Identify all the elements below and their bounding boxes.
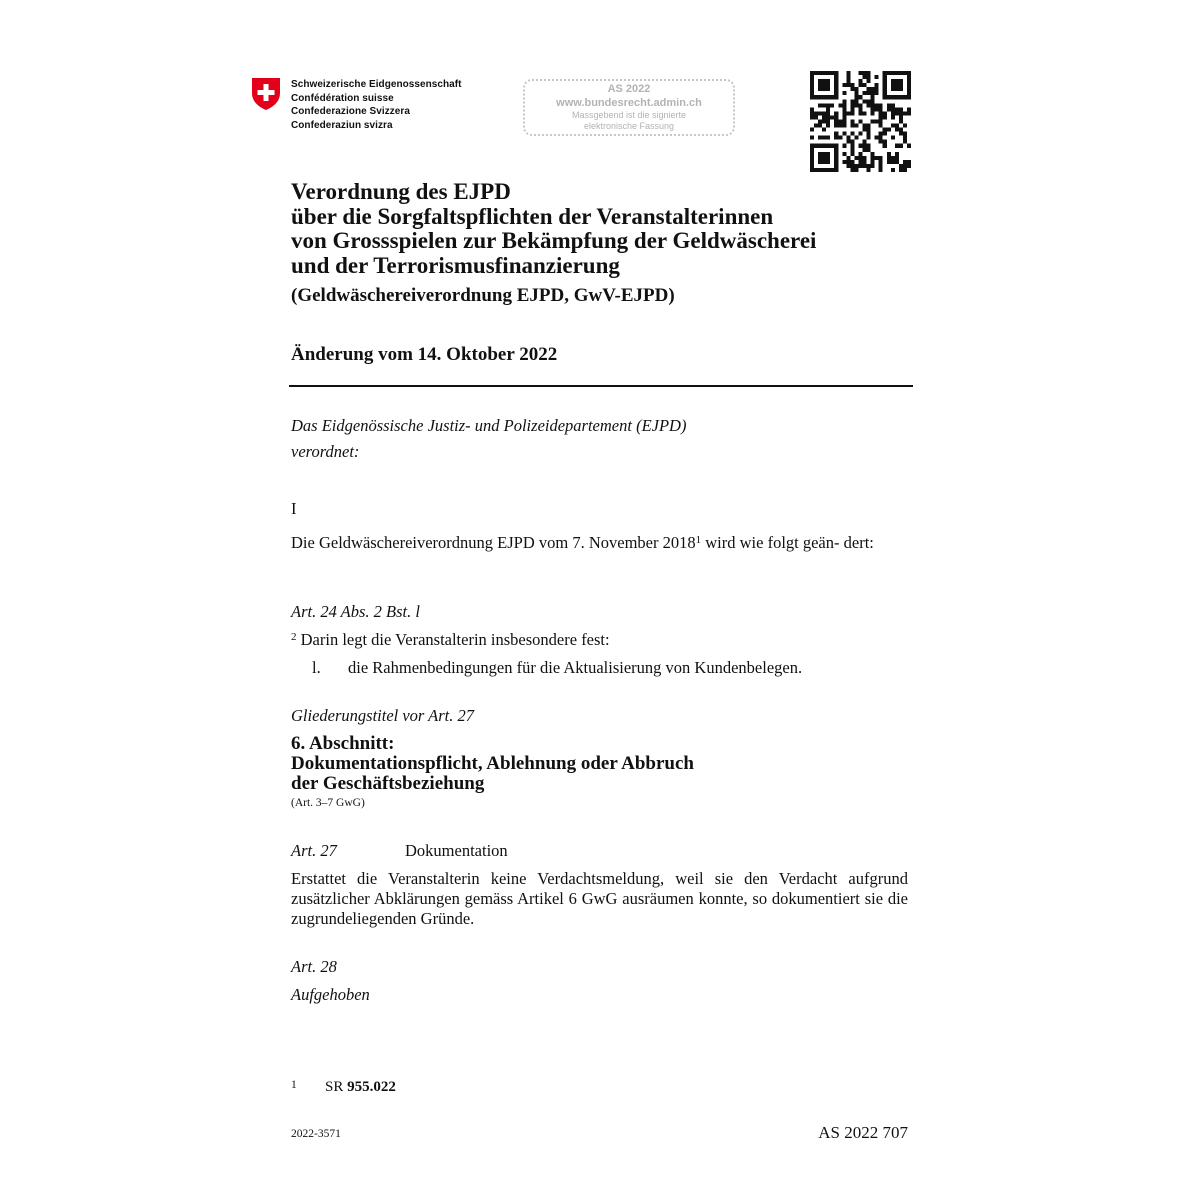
confederation-name-it: Confederazione Svizzera <box>291 106 410 118</box>
art28-number: Art. 28 <box>291 957 337 976</box>
section-reference: (Art. 3–7 GwG) <box>291 797 365 809</box>
change-date: Änderung vom 14. Oktober 2022 <box>291 344 558 365</box>
preamble-decrees: verordnet: <box>291 442 360 461</box>
qr-code-icon <box>810 71 911 172</box>
confederation-names <box>291 78 462 132</box>
art27-number: Art. 27 <box>291 841 337 860</box>
paragraph-number: 2 <box>291 631 297 643</box>
section-line-1: 6. Abschnitt: <box>291 733 395 754</box>
title-line-1: Verordnung des EJPD <box>291 179 511 204</box>
art27-title: Dokumentation <box>405 841 508 860</box>
swiss-cross-icon <box>251 77 281 111</box>
footnote-text <box>325 1079 396 1096</box>
authenticity-stamp <box>523 79 735 136</box>
stamp-note-2: elektronische Fassung <box>583 121 675 131</box>
art24-paragraph <box>291 630 610 650</box>
footer-document-id: 2022-3571 <box>291 1128 341 1140</box>
art24-item-letter: l. <box>312 658 321 677</box>
part-number: I <box>291 499 297 518</box>
preamble-authority: Das Eidgenössische Justiz- und Polizeidepartement (EJPD) <box>291 416 687 435</box>
confederation-name-fr: Confédération suisse <box>291 92 394 104</box>
art27-text: Erstattet die Veranstalterin keine Verdachtsmeldung, weil sie den Verdacht aufgrund zusätzlicher Abklärungen gemäss Artikel 6 GwG ausräumen konnte, so dokumentiert sie die zugrundeliegenden Gründe. <box>291 869 908 928</box>
title-line-2: über die Sorgfaltspflichten der Veranstalterinnen <box>291 203 774 229</box>
art24-heading: Art. 24 Abs. 2 Bst. l <box>291 602 420 621</box>
art24-paragraph-text: Darin legt die Veranstalterin insbesondere fest: <box>296 630 610 649</box>
confederation-name-rm: Confederaziun svizra <box>291 119 393 131</box>
structure-heading: Gliederungstitel vor Art. 27 <box>291 706 475 725</box>
section-line-3: der Geschäftsbeziehung <box>291 773 485 794</box>
footnote-mark: 1 <box>291 1079 297 1091</box>
intro-line-1 <box>291 533 908 553</box>
art28-text: Aufgehoben <box>291 985 370 1004</box>
title-divider <box>289 385 913 387</box>
confederation-name-de: Schweizerische Eidgenossenschaft <box>291 79 462 90</box>
stamp-note-1: Massgebend ist die signierte <box>571 110 687 120</box>
footnote-prefix: SR <box>325 1079 348 1095</box>
section-line-2: Dokumentationspflicht, Ablehnung oder Abbruch <box>291 753 694 774</box>
footnote-number: 955.022 <box>347 1079 396 1095</box>
stamp-collection: AS 2022 <box>607 83 651 95</box>
footer-official-reference: AS 2022 707 <box>818 1123 908 1142</box>
intro-paragraph <box>291 533 908 553</box>
intro-text-continued: wird wie folgt geän- dert: <box>701 533 874 552</box>
title-line-4: und der Terrorismusfinanzierung <box>291 252 620 278</box>
document-short-title: (Geldwäschereiverordnung EJPD, GwV-EJPD) <box>291 285 675 306</box>
document-title <box>291 180 816 278</box>
stamp-url: www.bundesrecht.admin.ch <box>556 97 702 109</box>
footnote-reference: 1 <box>695 534 702 546</box>
section-title <box>291 734 694 794</box>
title-line-3: von Grossspielen zur Bekämpfung der Geldwäscherei <box>291 228 817 253</box>
art24-item-text: die Rahmenbedingungen für die Aktualisierung von Kundenbelegen. <box>348 658 803 677</box>
intro-text: Die Geldwäschereiverordnung EJPD vom 7. November 2018 <box>291 533 696 552</box>
